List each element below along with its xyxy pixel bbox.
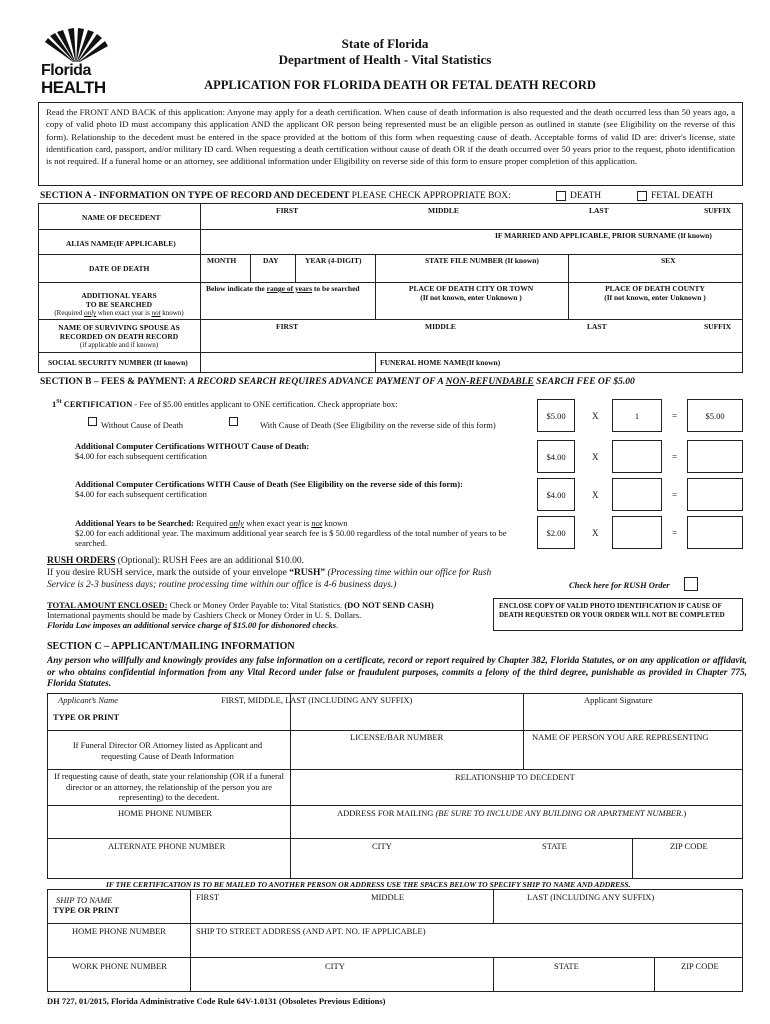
intro-box	[38, 102, 743, 186]
zip-label: ZIP CODE	[670, 841, 708, 851]
ship-city-label: CITY	[325, 961, 345, 971]
with-cause-checkbox[interactable]	[229, 417, 238, 426]
alternate-phone-label: ALTERNATE PHONE NUMBER	[108, 841, 226, 851]
license-bar-label: LICENSE/BAR NUMBER	[350, 732, 444, 742]
fee-row-2-fee: $4.00	[537, 440, 575, 473]
decedent-middle-label: MIDDLE	[428, 206, 459, 215]
alternate-phone-field[interactable]	[49, 853, 288, 877]
day-label: DAY	[263, 256, 279, 265]
applicant-name-label: Applicant’s Name	[58, 695, 119, 705]
ship-street-label: SHIP TO STREET ADDRESS (AND APT. NO. IF APPLICABLE)	[196, 926, 426, 936]
dishonored-checks: Florida Law imposes an additional service charge of $15.00 for dishonored checks.	[47, 620, 339, 630]
alias-label: ALIAS NAME(IF APPLICABLE)	[66, 239, 176, 248]
funeral-home-label: FUNERAL HOME NAME(If known)	[380, 358, 501, 367]
alias-field[interactable]	[202, 240, 740, 252]
sex-label: SEX	[661, 256, 676, 265]
rush-instructions-1: If you desire RUSH service, mark the outside of your envelope “RUSH” (Processing time within our office for Rush	[47, 568, 492, 578]
additional-years-desc-1: $2.00 for each additional year. The maximum additional year search fee is $ 50.00 regardless of the total number of years to be	[75, 528, 507, 538]
ship-state-field[interactable]	[495, 973, 652, 990]
ship-street-field[interactable]	[192, 938, 741, 955]
state-title: State of Florida	[341, 36, 429, 51]
florida-health-logo	[37, 28, 115, 98]
fee-row-1-x: X	[592, 411, 599, 421]
form-footer: DH 727, 01/2015, Florida Administrative Code Rule 64V-1.0131 (Obsoletes Previous Editions)	[47, 996, 386, 1006]
intro-text: Read the FRONT AND BACK of this application: Anyone may apply for a death certification. When cause of death information is also requested and the death occurred less than 50 years ago, a copy of valid photo ID must accompany this application AND the applicant OR person being represented must be an eligible person as outlined in statute (see Eligibility on the reverse of this form). Relationship to the decedent must be entered in the space provided at the bottom of this form when requesting cause of death. Acceptable forms of valid ID are: driver's license, state identification card, passport, and/or military ID card. When requesting a death certification without cause of death OR if the death occurred over 50 years prior to the request, photo identification is not required. If a funeral home or an attorney, see additional information under Eligibility on reverse side of this form to ensure proper completion of this application.	[46, 107, 735, 167]
date-of-death-label: DATE OF DEATH	[89, 264, 150, 273]
logo-text-health: HEALTH	[41, 78, 106, 97]
spouse-suffix-label: SUFFIX	[704, 322, 732, 331]
prior-surname-label: IF MARRIED AND APPLICABLE, PRIOR SURNAME (If known)	[495, 231, 712, 240]
total-amount-line: TOTAL AMOUNT ENCLOSED: Check or Money Order Payable to: Vital Statistics. (DO NOT SEND CASH)	[47, 600, 434, 610]
fee-row-4-qty[interactable]	[612, 516, 662, 549]
home-phone-label: HOME PHONE NUMBER	[118, 808, 212, 818]
fee-row-3-total[interactable]	[687, 478, 743, 511]
department-title: Department of Health - Vital Statistics	[278, 52, 492, 67]
rush-orders-line: RUSH ORDERS (Optional): RUSH Fees are an additional $10.00.	[47, 556, 305, 566]
photo-id-notice: ENCLOSE COPY OF VALID PHOTO IDENTIFICATION IF CAUSE OF DEATH REQUESTED OR YOUR ORDER WILL NOT BE COMPLETED	[493, 598, 743, 631]
funeral-director-label: If Funeral Director OR Attorney listed as Applicant and requesting Cause of Death Information	[72, 740, 263, 761]
ship-last-label: LAST (INCLUDING ANY SUFFIX)	[527, 892, 655, 902]
decedent-suffix-label: SUFFIX	[704, 206, 732, 215]
fee-row-2-eq: =	[672, 452, 678, 462]
applicant-signature-label: Applicant Signature	[584, 695, 653, 705]
section-a-title: SECTION A - INFORMATION ON TYPE OF RECORD AND DECEDENT PLEASE CHECK APPROPRIATE BOX:	[40, 191, 511, 201]
death-checkbox[interactable]	[556, 191, 566, 201]
ship-middle-label: MIDDLE	[371, 892, 405, 902]
additional-years-title: Additional Years to be Searched: Required only when exact year is not known	[75, 518, 348, 528]
applicant-type-or-print: TYPE OR PRINT	[53, 712, 120, 722]
rush-check-label: Check here for RUSH Order	[569, 580, 670, 590]
state-label: STATE	[542, 841, 567, 851]
home-phone-field[interactable]	[49, 820, 288, 836]
year-label: YEAR (4-DIGIT)	[305, 256, 362, 265]
ship-zip-label: ZIP CODE	[681, 961, 719, 971]
ship-type-or-print: TYPE OR PRINT	[53, 905, 120, 915]
fee-row-4-total[interactable]	[687, 516, 743, 549]
range-of-years-label: Below indicate the range of years to be searched	[206, 284, 360, 293]
with-cause-label: With Cause of Death (See Eligibility on the reverse side of this form)	[260, 420, 496, 430]
decedent-last-label: LAST	[589, 206, 609, 215]
additional-years-label-1: ADDITIONAL YEARS	[81, 291, 157, 300]
ship-work-phone-field[interactable]	[49, 973, 188, 990]
spouse-middle-label: MIDDLE	[425, 322, 456, 331]
state-field[interactable]	[525, 853, 630, 877]
section-b-title: SECTION B – FEES & PAYMENT: A RECORD SEARCH REQUIRES ADVANCE PAYMENT OF A NON-REFUNDABLE SEARCH FEE OF $5.00	[40, 377, 635, 387]
false-info-warning: Any person who willfully and knowingly provides any false information on a certificate, record or report required by Chapter 382, Florida Statutes, or on any application or affidavit, or who obtains confidential information from any Vital Record under false or fraudulent purposes, commits a felony of the third degree, punishable as provided in Chapter 775, Florida Statutes.	[47, 656, 747, 689]
additional-without-title: Additional Computer Certifications WITHOUT Cause of Death:	[75, 441, 310, 451]
fee-row-4-fee: $2.00	[537, 516, 575, 549]
fee-row-3-x: X	[592, 490, 599, 500]
fetal-death-label: FETAL DEATH	[651, 191, 713, 201]
applicant-name-field[interactable]	[292, 706, 521, 728]
representing-label: NAME OF PERSON YOU ARE REPRESENTING	[532, 732, 709, 742]
logo-text-florida: Florida	[41, 62, 91, 79]
first-certification-label: 1St CERTIFICATION - Fee of $5.00 entitles applicant to ONE certification. Check appropriate box:	[52, 399, 398, 409]
fee-row-1-total[interactable]: $5.00	[687, 399, 743, 432]
relationship-label: RELATIONSHIP TO DECEDENT	[455, 772, 575, 782]
without-cause-label: Without Cause of Death	[101, 420, 184, 430]
ship-home-phone-field[interactable]	[49, 938, 188, 955]
fee-row-2-x: X	[592, 452, 599, 462]
without-cause-checkbox[interactable]	[88, 417, 97, 426]
additional-years-label-2: TO BE SEARCHED	[85, 300, 153, 309]
fee-row-1-fee: $5.00	[537, 399, 575, 432]
ship-state-label: STATE	[554, 961, 579, 971]
zip-field[interactable]	[634, 853, 741, 877]
fee-row-2-total[interactable]	[687, 440, 743, 473]
additional-with-fee: $4.00 for each subsequent certification	[75, 489, 207, 499]
additional-with-title: Additional Computer Certifications WITH Cause of Death (See Eligibility on the reverse side of this form):	[75, 479, 463, 489]
relationship-field[interactable]	[292, 784, 741, 803]
ship-home-phone-label: HOME PHONE NUMBER	[72, 926, 166, 936]
month-label: MONTH	[207, 256, 237, 265]
fee-row-3-qty[interactable]	[612, 478, 662, 511]
fee-row-3-eq: =	[672, 490, 678, 500]
fee-row-3-fee: $4.00	[537, 478, 575, 511]
license-bar-field[interactable]	[292, 745, 521, 767]
rush-instructions-2: Service is 2-3 business days; routine processing time within our office is 4-6 business days.)	[47, 580, 397, 590]
decedent-name-field[interactable]	[202, 216, 740, 228]
ship-city-field[interactable]	[192, 973, 491, 990]
spouse-last-label: LAST	[587, 322, 607, 331]
city-label: CITY	[372, 841, 392, 851]
applicant-name-field-label: FIRST, MIDDLE, LAST (INCLUDING ANY SUFFIX)	[221, 695, 413, 705]
additional-years-desc-2: searched.	[75, 538, 107, 548]
representing-field[interactable]	[525, 745, 741, 767]
fee-row-2-qty[interactable]	[612, 440, 662, 473]
mailing-address-field[interactable]	[292, 820, 741, 836]
applicant-signature-field[interactable]	[525, 706, 741, 728]
ship-first-label: FIRST	[196, 892, 220, 902]
international-payments: International payments should be made by Cashiers Check or Money Order in U. S. Dollars.	[47, 610, 362, 620]
fee-row-1-eq: =	[672, 411, 678, 421]
fee-row-1-qty[interactable]: 1	[612, 399, 662, 432]
relationship-request-label: If requesting cause of death, state your relationship (OR if a funeral director or an attorney, the relationship of the person you are representing) to the decedent.	[54, 771, 284, 802]
additional-years-label-3: (Required only when exact year is not known)	[54, 309, 184, 317]
ship-zip-field[interactable]	[656, 973, 741, 990]
state-file-label: STATE FILE NUMBER (If known)	[425, 256, 539, 265]
mailing-address-label: ADDRESS FOR MAILING (BE SURE TO INCLUDE ANY BUILDING OR APARTMENT NUMBER.)	[337, 808, 687, 818]
ship-name-field[interactable]	[192, 904, 741, 921]
surviving-spouse-label: NAME OF SURVIVING SPOUSE AS RECORDED ON DEATH RECORD (if applicable and if known)	[58, 323, 180, 349]
additional-without-fee: $4.00 for each subsequent certification	[75, 451, 207, 461]
place-county-label: PLACE OF DEATH COUNTY (If not known, enter Unknown )	[604, 284, 706, 302]
ship-work-phone-label: WORK PHONE NUMBER	[72, 961, 167, 971]
spouse-first-label: FIRST	[276, 322, 299, 331]
fetal-death-checkbox[interactable]	[637, 191, 647, 201]
fee-row-4-eq: =	[672, 528, 678, 538]
city-field[interactable]	[292, 853, 522, 877]
name-of-decedent-label: NAME OF DECEDENT	[82, 213, 161, 222]
ship-to-name-label: SHIP TO NAME	[56, 895, 113, 905]
ssn-label: SOCIAL SECURITY NUMBER (If known)	[48, 358, 188, 367]
form-title: APPLICATION FOR FLORIDA DEATH OR FETAL DEATH RECORD	[204, 78, 596, 92]
section-c-title: SECTION C – APPLICANT/MAILING INFORMATION	[47, 641, 295, 652]
death-label: DEATH	[570, 191, 602, 201]
fee-row-4-x: X	[592, 528, 599, 538]
rush-order-checkbox[interactable]	[684, 577, 698, 591]
place-city-label: PLACE OF DEATH CITY OR TOWN (If not known, enter Unknown )	[408, 284, 534, 302]
decedent-first-label: FIRST	[276, 206, 299, 215]
ship-to-note: IF THE CERTIFICATION IS TO BE MAILED TO ANOTHER PERSON OR ADDRESS USE THE SPACES BELOW TO SPECIFY SHIP TO NAME AND ADDRESS.	[106, 880, 631, 889]
